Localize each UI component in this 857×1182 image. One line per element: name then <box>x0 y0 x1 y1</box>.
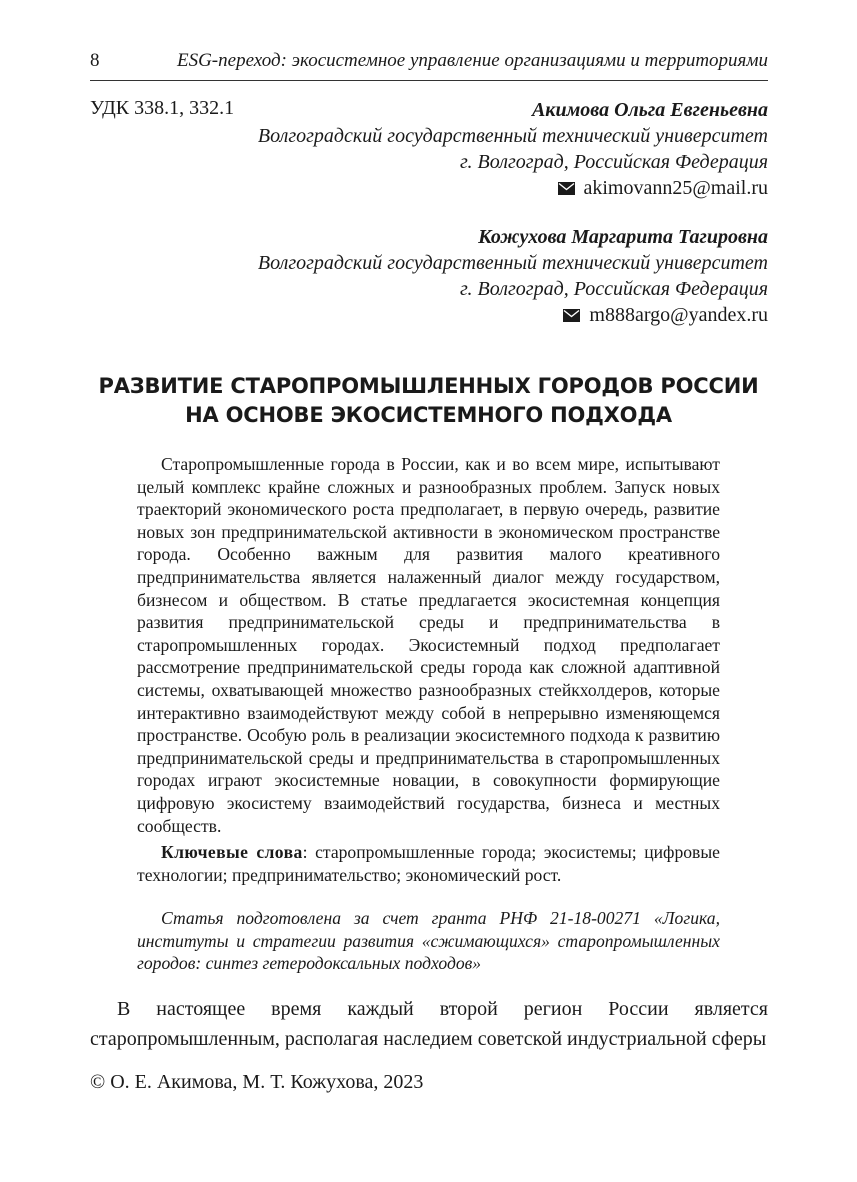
keywords-text: : старопромышленные города; экосистемы; цифровые технологии; предпринимательство; экономический рост. <box>137 842 720 885</box>
author-name: Акимова Ольга Евгеньевна <box>531 99 768 121</box>
article-title <box>60 372 797 430</box>
article-title-line: РАЗВИТИЕ СТАРОПРОМЫШЛЕННЫХ ГОРОДОВ РОССИИ <box>98 374 759 398</box>
author-block <box>258 97 768 201</box>
intro-paragraph: В настоящее время каждый второй регион России является старопромышленным, располагая наследием советской индустриальной сферы <box>90 998 768 1050</box>
author-block <box>258 224 768 328</box>
author-affiliation: Волгоградский государственный технический университет <box>257 252 768 274</box>
keywords-label: Ключевые слова <box>161 842 303 863</box>
envelope-icon <box>558 182 575 195</box>
author-email-line <box>258 175 768 201</box>
grant-note: Статья подготовлена за счет гранта РНФ 21-18-00271 «Логика, институты и стратегии развития «сжимающихся» старопромышленных городов: синтез гетеродоксальных подходов» <box>137 908 720 974</box>
abstract-text: Старопромышленные города в России, как и во всем мире, испытывают целый комплекс крайне сложных и разнообразных проблем. Запуск новых траекторий экономического роста предполагает, в первую очередь, развитие новых зон предпринимательской активности в экономическом пространстве города. Особенно важным для развития малого креативного предпринимательства является налаженный диалог между государством, бизнесом и обществом. В статье предлагается экосистемная концепция развития предпринимательской среды и предпринимательства в старопромышленных городах. Экосистемный подход предполагает рассмотрение предпринимательской среды города как сложной адаптивной системы, охватывающей множество разнообразных стейкхолдеров, которые интерактивно взаимодействуют между собой в непрерывно изменяющемся пространстве. Особую роль в реализации экосистемного подхода к развитию предпринимательской среды и предпринимательства в старопромышленных городах играют экосистемные новации, в совокупности формирующие цифровую экосистему взаимодействий государства, бизнеса и местных сообществ. <box>137 454 720 836</box>
envelope-icon <box>563 309 580 322</box>
author-location: г. Волгоград, Российская Федерация <box>460 151 768 173</box>
author-location: г. Волгоград, Российская Федерация <box>460 278 768 300</box>
author-email-line <box>258 302 768 328</box>
author-email[interactable]: m888argo@yandex.ru <box>589 304 768 326</box>
article-title-line: НА ОСНОВЕ ЭКОСИСТЕМНОГО ПОДХОДА <box>185 403 672 427</box>
author-affiliation: Волгоградский государственный технический университет <box>257 125 768 147</box>
running-header <box>90 50 768 81</box>
udk-code: УДК 338.1, 332.1 <box>90 97 235 119</box>
keywords <box>137 841 720 886</box>
running-title: ESG-переход: экосистемное управление организациями и территориями <box>176 50 768 71</box>
author-name: Кожухова Маргарита Тагировна <box>478 226 768 248</box>
page-number: 8 <box>90 50 100 71</box>
author-email[interactable]: akimovann25@mail.ru <box>583 177 768 199</box>
abstract <box>137 453 720 886</box>
copyright: © О. Е. Акимова, М. Т. Кожухова, 2023 <box>90 1071 424 1093</box>
